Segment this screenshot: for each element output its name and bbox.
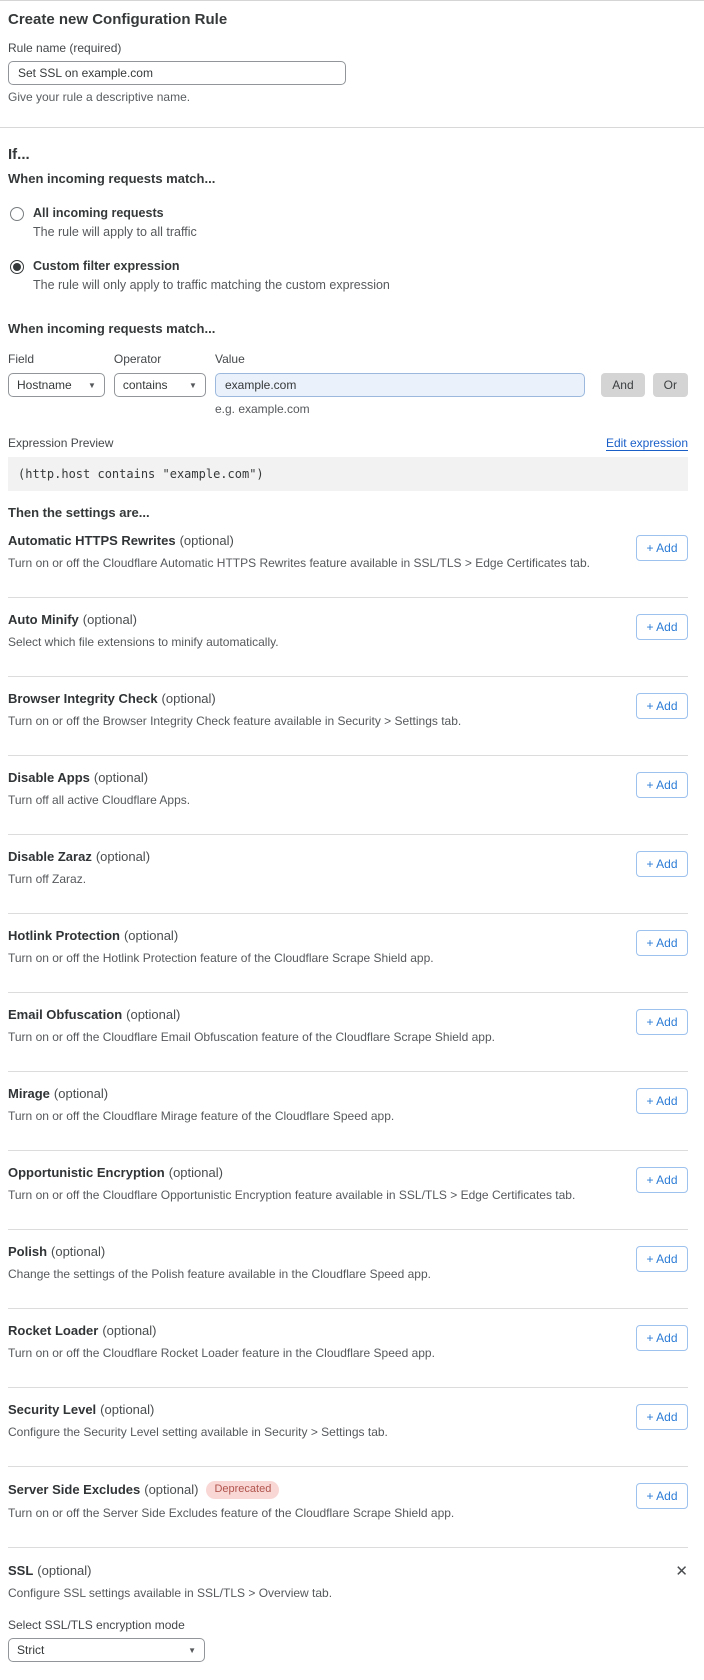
ssl-description: Configure SSL settings available in SSL/TLS > Overview tab.: [8, 1586, 333, 1600]
field-select[interactable]: [8, 373, 105, 397]
rule-name-group: [8, 41, 688, 105]
radio-label: All incoming requests: [33, 206, 164, 220]
setting-description: Turn on or off the Hotlink Protection feature of the Cloudflare Scrape Shield app.: [8, 951, 434, 965]
setting-description: Turn on or off the Cloudflare Opportunistic Encryption feature available in SSL/TLS > Edge Certificates tab.: [8, 1188, 576, 1202]
setting-title-suffix: (optional): [51, 1244, 106, 1259]
if-heading: If...: [8, 146, 30, 163]
add-button[interactable]: + Add: [636, 1404, 688, 1430]
add-button[interactable]: + Add: [636, 1325, 688, 1351]
add-button[interactable]: + Add: [636, 1167, 688, 1193]
radio-description: The rule will only apply to traffic matching the custom expression: [33, 278, 390, 292]
settings-list: [8, 521, 688, 1548]
setting-row: [8, 1388, 688, 1467]
edit-expression-link[interactable]: Edit expression: [605, 436, 688, 450]
radio-label: Custom filter expression: [33, 259, 180, 273]
radio-option-all-incoming-requests[interactable]: [8, 206, 688, 240]
setting-title: Mirage: [8, 1086, 50, 1101]
setting-title: Automatic HTTPS Rewrites: [8, 533, 176, 548]
operator-label: Operator: [113, 352, 162, 366]
rule-name-input[interactable]: [8, 61, 346, 85]
chevron-down-icon: ▼: [188, 1645, 196, 1655]
and-button[interactable]: And: [601, 373, 644, 397]
radio-unselected-icon[interactable]: [10, 207, 24, 221]
setting-title: Email Obfuscation: [8, 1007, 123, 1022]
setting-title-suffix: (optional): [82, 612, 137, 627]
add-button[interactable]: + Add: [636, 1088, 688, 1114]
setting-row: [8, 1309, 688, 1388]
setting-description: Configure the Security Level setting available in Security > Settings tab.: [8, 1425, 388, 1439]
add-button[interactable]: + Add: [636, 614, 688, 640]
setting-row: [8, 756, 688, 835]
value-label: Value: [214, 352, 245, 366]
add-button[interactable]: + Add: [636, 1009, 688, 1035]
setting-row: [8, 1072, 688, 1151]
ssl-mode-label: Select SSL/TLS encryption mode: [8, 1618, 185, 1632]
operator-select[interactable]: [114, 373, 206, 397]
setting-title: Opportunistic Encryption: [8, 1165, 165, 1180]
add-button[interactable]: + Add: [636, 772, 688, 798]
setting-row: [8, 835, 688, 914]
setting-row: [8, 1230, 688, 1309]
setting-description: Turn on or off the Cloudflare Automatic HTTPS Rewrites feature available in SSL/TLS > Edge Certificates tab.: [8, 556, 590, 570]
ssl-title: SSL: [8, 1563, 34, 1578]
setting-description: Turn off all active Cloudflare Apps.: [8, 793, 191, 807]
setting-description: Turn on or off the Cloudflare Mirage feature of the Cloudflare Speed app.: [8, 1109, 395, 1123]
setting-description: Change the settings of the Polish feature available in the Cloudflare Speed app.: [8, 1267, 431, 1281]
setting-row: [8, 914, 688, 993]
add-button[interactable]: + Add: [636, 1483, 688, 1509]
incoming-requests-match-heading: When incoming requests match...: [8, 171, 216, 186]
ssl-title-suffix: (optional): [37, 1563, 92, 1578]
value-hint: e.g. example.com: [214, 402, 310, 416]
expression-preview-label: Expression Preview: [8, 436, 114, 450]
field-label: Field: [8, 352, 35, 366]
setting-title-suffix: (optional): [168, 1165, 223, 1180]
add-button[interactable]: + Add: [636, 1246, 688, 1272]
setting-title-suffix: (optional): [53, 1086, 109, 1101]
setting-title-suffix: (optional): [102, 1323, 157, 1338]
setting-title-suffix: (optional): [179, 533, 234, 548]
setting-title: Rocket Loader: [8, 1323, 99, 1338]
setting-description: Turn on or off the Cloudflare Email Obfuscation feature of the Cloudflare Scrape Shield app.: [8, 1030, 495, 1044]
create-configuration-rule-page: [0, 10, 704, 1680]
expression-preview-header: [8, 436, 688, 451]
setting-title-suffix: (optional): [161, 691, 216, 706]
setting-title: Disable Zaraz: [8, 849, 92, 864]
rule-name-help: Give your rule a descriptive name.: [8, 90, 191, 104]
setting-row: [8, 993, 688, 1072]
setting-description: Turn on or off the Server Side Excludes feature of the Cloudflare Scrape Shield app.: [8, 1506, 455, 1520]
setting-title: Browser Integrity Check: [8, 691, 158, 706]
radio-selected-icon[interactable]: [10, 260, 24, 274]
section-divider: [0, 127, 704, 128]
radio-description: The rule will apply to all traffic: [33, 225, 197, 239]
setting-title: Security Level: [8, 1402, 97, 1417]
ssl-setting-panel: [8, 1548, 688, 1680]
chevron-down-icon: ▼: [87, 380, 96, 390]
or-button[interactable]: Or: [653, 373, 688, 397]
deprecated-badge: Deprecated: [206, 1481, 279, 1499]
setting-description: Turn on or off the Browser Integrity Check feature available in Security > Settings tab.: [8, 714, 462, 728]
field-select-value: Hostname: [17, 378, 72, 392]
setting-row: [8, 677, 688, 756]
value-input[interactable]: [215, 373, 585, 397]
setting-title-suffix: (optional): [123, 928, 179, 943]
setting-title-suffix: (optional): [126, 1007, 181, 1022]
page-title: Create new Configuration Rule: [8, 11, 228, 28]
setting-row: [8, 521, 688, 598]
close-icon[interactable]: ✕: [675, 1563, 688, 1580]
add-button[interactable]: + Add: [636, 535, 688, 561]
chevron-down-icon: ▼: [189, 380, 197, 390]
expression-preview-code: (http.host contains "example.com"): [8, 457, 688, 491]
settings-heading: Then the settings are...: [8, 505, 150, 520]
setting-title: Auto Minify: [8, 612, 79, 627]
setting-title: Server Side Excludes: [8, 1482, 141, 1497]
setting-title: Polish: [8, 1244, 48, 1259]
setting-title-suffix: (optional): [93, 770, 149, 785]
operator-select-value: contains: [122, 378, 168, 392]
setting-title-suffix: (optional): [95, 849, 151, 864]
setting-title: Hotlink Protection: [8, 928, 120, 943]
setting-title-suffix: (optional): [100, 1402, 155, 1417]
rule-name-label: Rule name (required): [8, 41, 122, 55]
add-button[interactable]: + Add: [636, 693, 688, 719]
setting-row: [8, 1467, 688, 1548]
setting-description: Turn off Zaraz.: [8, 872, 87, 886]
setting-row: [8, 1151, 688, 1230]
expression-builder-heading: When incoming requests match...: [8, 321, 216, 336]
add-button[interactable]: + Add: [636, 930, 688, 956]
setting-description: Select which file extensions to minify automatically.: [8, 635, 279, 649]
setting-row: [8, 598, 688, 677]
radio-option-custom-filter-expression[interactable]: [8, 259, 688, 293]
add-button[interactable]: + Add: [636, 851, 688, 877]
ssl-mode-select[interactable]: [8, 1638, 205, 1662]
setting-title-suffix: (optional): [144, 1482, 199, 1497]
setting-description: Turn on or off the Cloudflare Rocket Loader feature in the Cloudflare Speed app.: [8, 1346, 435, 1360]
expression-builder-row: [8, 352, 688, 417]
setting-title: Disable Apps: [8, 770, 90, 785]
ssl-mode-select-value: Strict: [17, 1643, 45, 1657]
